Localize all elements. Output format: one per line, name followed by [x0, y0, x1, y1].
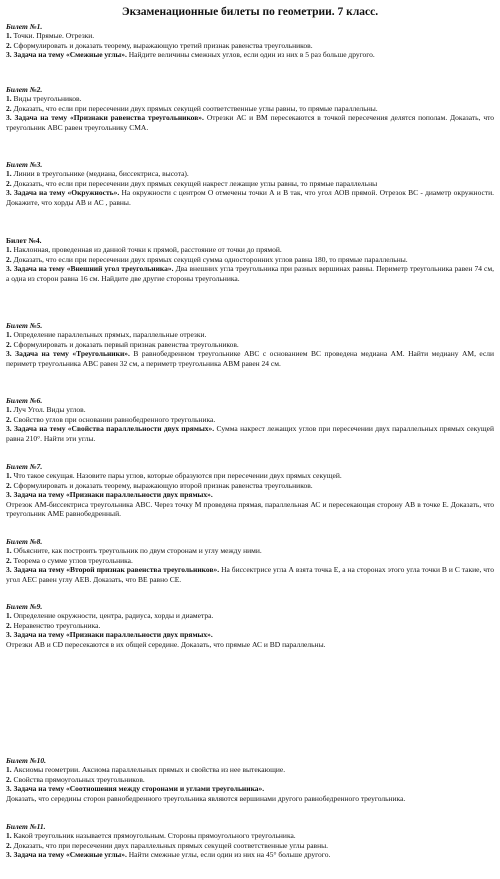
ticket-item [6, 794, 494, 803]
item-text: Отрезки АС и ВМ пересекаются в точкой пересечения делятся пополам. Доказать, что треугольник АВС равен треугольнику СМА. [6, 113, 495, 132]
item-text: Отрезки АВ и CD пересекаются в их общей середине. Доказать, что прямые АС и BD параллельны. [6, 639, 326, 649]
page-title: Экзаменационные билеты по геометрии. 7 класс. [121, 6, 379, 18]
item-number: 1. [6, 405, 12, 415]
task-topic: Задача на тему «Признаки равенства треугольников». [14, 113, 204, 123]
item-number: 2. [6, 620, 12, 630]
item-number: 2. [6, 414, 12, 424]
item-text: Луч Угол. Виды углов. [13, 405, 86, 415]
item-number: 2. [6, 254, 12, 264]
ticket-6 [6, 396, 494, 443]
item-text: Свойства прямоугольных треугольников. [13, 774, 145, 784]
item-number: 2. [6, 480, 12, 490]
item-number: 1. [6, 471, 12, 481]
item-number: 1. [6, 611, 12, 621]
ticket-3 [6, 160, 494, 207]
ticket-1 [6, 22, 494, 60]
ticket-5 [6, 321, 494, 368]
ticket-header: Билет №7. [6, 462, 43, 471]
item-text: Сформулировать и доказать первый признак равенства треугольников. [13, 339, 239, 349]
item-number: 2. [6, 40, 12, 50]
ticket-item [6, 640, 494, 649]
ticket-header: Билет №6. [6, 396, 43, 405]
item-text: Доказать, что если при пересечении двух прямых секущей накрест лежащие углы равны, то прямые параллельны [13, 178, 378, 188]
task-topic: Задача на тему «Второй признак равенства треугольников». [13, 565, 220, 575]
ticket-item [6, 340, 494, 349]
item-text: Наклонная, проведенная из данной точки к прямой, расстояние от точки до прямой. [13, 245, 282, 255]
task-topic: Задача на тему «Соотношения между сторонами и углами треугольника». [13, 784, 265, 794]
ticket-11 [6, 822, 494, 860]
item-number: 1. [6, 330, 12, 340]
ticket-item [6, 188, 494, 207]
item-text: Доказать, что середины сторон равнобедренного треугольника являются вершинами другого равнобедренного треугольника. [6, 793, 406, 803]
item-text: Виды треугольников. [13, 94, 82, 104]
ticket-item [6, 784, 494, 793]
item-number: 1. [6, 169, 12, 179]
ticket-item [6, 831, 494, 840]
item-number: 1. [6, 31, 12, 41]
ticket-item [6, 424, 494, 443]
ticket-item [6, 179, 494, 188]
ticket-item [6, 621, 494, 630]
ticket-item [6, 41, 494, 50]
task-topic: Задача на тему «Смежные углы». [13, 50, 127, 60]
ticket-item [6, 765, 494, 774]
ticket-header: Билет №3. [6, 160, 43, 169]
ticket-10 [6, 756, 494, 803]
ticket-item [6, 169, 494, 178]
item-text: Два внешних угла треугольника при разных вершинах равны. Периметр треугольника равен 74 см, а одна из сторон равна 16 см. Найдите две другие стороны треугольника. [6, 264, 495, 283]
task-topic: Задача на тему «Внешний угол треугольника». [13, 264, 174, 274]
item-number: 3. [6, 490, 12, 500]
item-number: 3. [6, 424, 12, 434]
item-number: 2. [6, 840, 12, 850]
item-number: 3. [6, 113, 12, 123]
ticket-4 [6, 236, 494, 283]
ticket-item [6, 500, 494, 519]
item-text: На биссектрисе угла А взята точка Е, а на сторонах этого угла точки В и С такие, что угол АЕС равен углу АЕВ. Доказать, что ВЕ равно СЕ. [6, 565, 494, 584]
item-text: Доказать, что при пересечении двух параллельных прямых секущей соответственные углы равны. [13, 840, 329, 850]
ticket-2 [6, 85, 494, 132]
item-number: 2. [6, 774, 12, 784]
item-number: 3. [6, 188, 12, 198]
item-number: 1. [6, 831, 12, 841]
ticket-9 [6, 602, 494, 649]
item-number: 1. [6, 765, 12, 775]
ticket-header: Билет №10. [6, 756, 46, 765]
item-text: Аксиомы геометрии. Аксиома параллельных прямых и свойства из нее вытекающие. [13, 765, 286, 775]
task-topic: Задача на тему «Признаки параллельности двух прямых». [13, 490, 213, 500]
item-number: 3. [6, 784, 12, 794]
item-number: 2. [6, 178, 12, 188]
item-text: Определение окружности, центра, радиуса, хорды и диаметра. [13, 611, 214, 621]
ticket-item [6, 31, 494, 40]
ticket-item [6, 546, 494, 555]
item-number: 1. [6, 245, 12, 255]
ticket-header: Билет №1. [6, 22, 43, 31]
task-topic: Задача на тему «Смежные углы». [13, 850, 127, 860]
ticket-item [6, 405, 494, 414]
ticket-item [6, 255, 494, 264]
item-number: 3. [6, 630, 12, 640]
item-text: Отрезок АМ-биссектриса треугольника АВС. Через точку М проведена прямая, параллельная АС и пересекающая сторону АВ в точке Е. Доказать, что треугольник АМЕ равнобедренный. [6, 499, 494, 519]
item-text: Найти смежные углы, если один из них на 45° больше другого. [128, 850, 331, 860]
ticket-item [6, 50, 494, 59]
item-text: Что такое секущая. Назовите пары углов, которые образуются при пересечении двух прямых секущей. [13, 471, 342, 481]
item-number: 2. [6, 339, 12, 349]
item-number: 3. [6, 565, 12, 575]
ticket-header: Билет №8. [6, 537, 43, 546]
task-topic: Задача на тему «Окружность». [13, 188, 120, 198]
item-number: 3. [6, 264, 12, 274]
ticket-header: Билет №11. [6, 822, 46, 831]
ticket-8 [6, 537, 494, 584]
item-text: В равнобедренном треугольнике АВС с основанием ВС проведена медиана АМ. Найти медиану АМ, если периметр треугольника АВС равен 32 см, а периметр треугольника АВМ равен 24 см. [6, 349, 495, 368]
ticket-item [6, 113, 494, 132]
ticket-item [6, 349, 494, 368]
ticket-item [6, 775, 494, 784]
ticket-7 [6, 462, 494, 518]
item-text: Сформулировать и доказать теорему, выражающую третий признак равенства треугольников. [13, 40, 313, 50]
ticket-item [6, 245, 494, 254]
item-text: Свойство углов при основании равнобедренного треугольника. [13, 414, 216, 424]
item-text: Доказать, что если при пересечении двух прямых секущей соответственные углы равны, то прямые параллельны. [13, 103, 378, 113]
item-text: Найдите величины смежных углов, если один из них в 5 раз больше другого. [128, 50, 375, 60]
ticket-header: Билет №2. [6, 85, 43, 94]
ticket-item [6, 565, 494, 584]
ticket-header: Билет №9. [6, 602, 43, 611]
ticket-item [6, 611, 494, 620]
ticket-item [6, 471, 494, 480]
task-topic: Задача на тему «Признаки параллельности двух прямых». [13, 630, 213, 640]
ticket-item [6, 841, 494, 850]
ticket-item [6, 330, 494, 339]
item-number: 2. [6, 555, 12, 565]
ticket-item [6, 481, 494, 490]
item-number: 1. [6, 546, 12, 556]
ticket-item [6, 630, 494, 639]
item-number: 3. [6, 50, 12, 60]
item-text: Неравенство треугольника. [13, 620, 101, 630]
item-text: Объясните, как построить треугольник по двум сторонам и углу между ними. [13, 546, 262, 556]
item-number: 3. [6, 850, 12, 860]
ticket-item [6, 264, 494, 283]
ticket-item [6, 556, 494, 565]
item-text: Точки. Прямые. Отрезки. [13, 31, 95, 41]
item-text: На окружности с центром О отмечены точки А и В так, что угол АОВ прямой. Отрезок ВС - диаметр окружности. Докажите, что хорды АВ и АС , равны. [6, 188, 495, 207]
ticket-item [6, 94, 494, 103]
ticket-header: Билет №5. [6, 321, 43, 330]
item-number: 1. [6, 94, 12, 104]
task-topic: Задача на тему «Свойства параллельности двух прямых». [13, 424, 215, 434]
ticket-header: Билет №4. [6, 236, 42, 245]
item-text: Сумма накрест лежащих углов при пересечении двух параллельных прямых секущей равна 210°. Найти эти углы. [6, 424, 494, 443]
item-number: 2. [6, 103, 12, 113]
item-text: Какой треугольник называется прямоугольным. Стороны прямоугольного треугольника. [13, 831, 296, 841]
item-text: Определение параллельных прямых, параллельные отрезки. [13, 330, 207, 340]
item-text: Линии в треугольнике (медиана, биссектриса, высота). [13, 169, 189, 179]
ticket-item [6, 415, 494, 424]
ticket-item [6, 490, 494, 499]
item-text: Сформулировать и доказать теорему, выражающую второй признак равенства треугольников. [13, 480, 313, 490]
item-number: 3. [6, 349, 12, 359]
item-text: Теорема о сумме углов треугольника. [13, 555, 133, 565]
task-topic: Задача на тему «Треугольники». [15, 349, 130, 359]
ticket-item [6, 850, 494, 859]
ticket-item [6, 104, 494, 113]
item-text: Доказать, что если при пересечении двух прямых секущей сумма односторонних углов равна 180, то прямые параллельны. [13, 254, 408, 264]
